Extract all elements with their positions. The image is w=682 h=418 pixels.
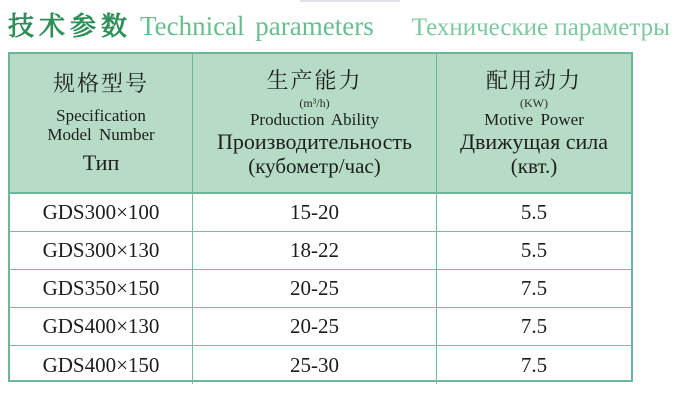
cell-model: GDS400×150 xyxy=(10,346,193,384)
header-model-zh: 规格型号 xyxy=(52,72,149,97)
header-capacity-ru-line1: Производительность xyxy=(216,129,413,154)
header-power-ru-line1: Движущая сила xyxy=(460,129,608,154)
cell-power: 5.5 xyxy=(437,194,631,232)
title-chinese: 技术参数 xyxy=(8,12,133,42)
header-cell-model xyxy=(10,54,193,194)
cell-capacity: 15-20 xyxy=(193,194,437,232)
title-russian: Технические параметры xyxy=(411,14,670,41)
cell-power: 7.5 xyxy=(520,352,548,377)
cell-capacity: 20-25 xyxy=(193,270,437,308)
header-cell-power xyxy=(437,54,631,194)
header-power-ru-line2: (квт.) xyxy=(510,154,558,178)
header-model-en-line1: Specification xyxy=(56,106,146,125)
scan-edge-artifact xyxy=(300,0,400,2)
cell-capacity: 18-22 xyxy=(193,232,437,270)
table-row xyxy=(10,308,631,346)
header-model-ru: Тип xyxy=(82,150,120,175)
header-model-en-line2: Model Number xyxy=(47,125,155,144)
header-power-zh: 配用动力 xyxy=(485,69,582,94)
cell-model: GDS350×150 xyxy=(10,270,193,308)
header-capacity-ru-line2: (кубометр/час) xyxy=(248,154,381,178)
header-cell-capacity xyxy=(193,54,437,194)
table-body xyxy=(10,194,631,384)
title-english: Technical parameters xyxy=(140,11,374,41)
cell-power: 7.5 xyxy=(437,270,631,308)
cell-capacity: 25-30 xyxy=(193,346,437,384)
cell-capacity: 20-25 xyxy=(193,308,437,346)
header-power-en: Motive Power xyxy=(484,110,584,129)
table-row xyxy=(10,194,631,232)
table-row xyxy=(10,270,631,308)
header-capacity-en: Production Ability xyxy=(249,110,380,129)
header-capacity-zh: 生产能力 xyxy=(266,69,363,94)
header-capacity-unit: (m³/h) xyxy=(299,96,330,110)
cell-power: 7.5 xyxy=(437,308,631,346)
cell-model: GDS300×130 xyxy=(10,232,193,270)
table-header-row xyxy=(10,54,631,194)
table-row xyxy=(10,346,631,384)
table-row xyxy=(10,232,631,270)
cell-model: GDS300×100 xyxy=(10,194,193,232)
cell-power: 5.5 xyxy=(437,232,631,270)
cell-model: GDS400×130 xyxy=(10,308,193,346)
page-title xyxy=(8,6,678,46)
technical-parameters-table xyxy=(8,52,633,382)
header-power-unit: (KW) xyxy=(520,96,548,110)
